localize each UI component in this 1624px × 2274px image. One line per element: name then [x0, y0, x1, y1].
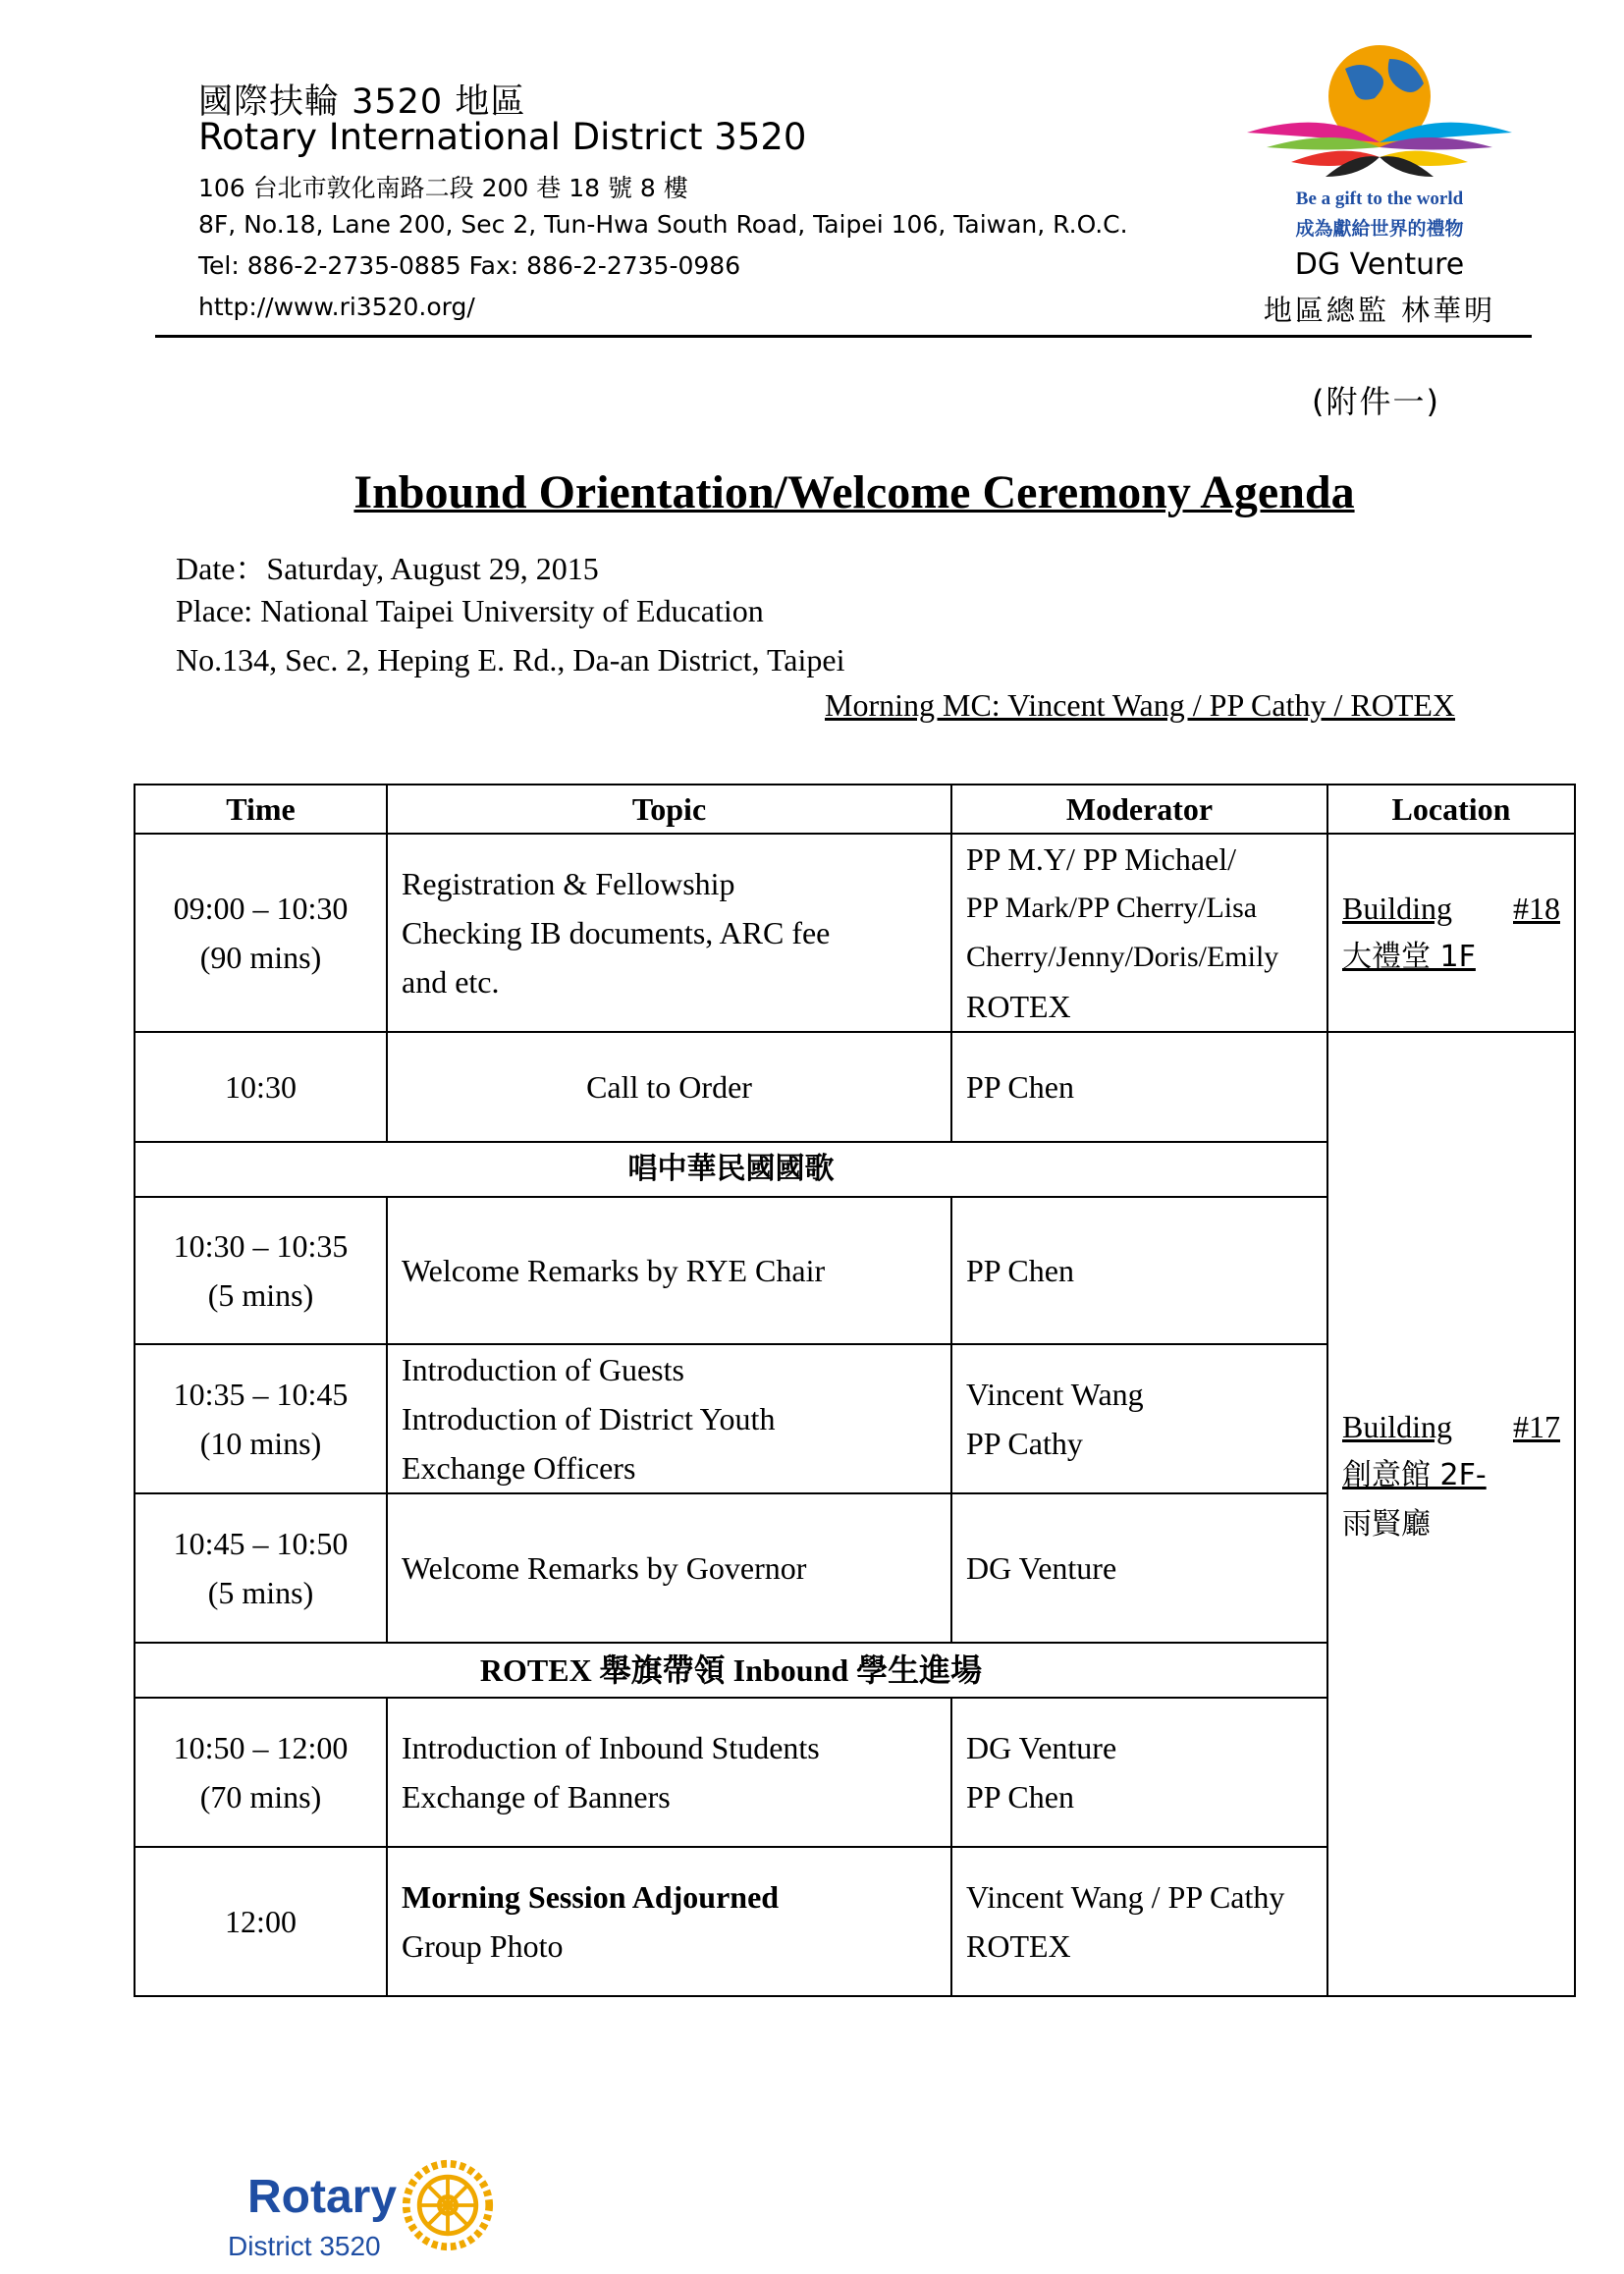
attachment-label: (附件一): [1312, 383, 1440, 420]
duration: (10 mins): [199, 1426, 322, 1461]
time-cell: [135, 1197, 387, 1344]
topic-line: Checking IB documents, ARC fee: [402, 915, 831, 950]
time-cell: [135, 1698, 387, 1847]
location-room: 創意館 2F-: [1342, 1458, 1487, 1492]
anthem-text: 唱中華民國國歌: [135, 1142, 1327, 1197]
dg-name-chinese: 地區總監 林華明: [1263, 294, 1496, 327]
moderator-line: Vincent Wang / PP Cathy: [966, 1879, 1285, 1915]
moderator-line: ROTEX: [966, 989, 1071, 1024]
gift-to-world-logo: [1247, 39, 1512, 211]
moderator-line: PP M.Y/ PP Michael/: [966, 841, 1236, 877]
table-row: [135, 834, 1575, 1032]
building-label: Building: [1342, 891, 1453, 926]
title-text: Inbound Orientation/Welcome Ceremony Agenda: [353, 466, 1355, 518]
logo-tagline-chinese: 成為獻給世界的禮物: [1295, 218, 1464, 240]
rotary-wheel-icon: [401, 2158, 495, 2252]
topic-line: Introduction of Inbound Students: [402, 1730, 820, 1765]
moderator-line: PP Mark/PP Cherry/Lisa: [966, 892, 1258, 924]
rotary-district: District 3520: [228, 2231, 381, 2261]
topic-cell: [387, 834, 951, 1032]
rotary-brand: Rotary: [247, 2171, 398, 2223]
event-date: Date：Saturday, August 29, 2015: [176, 551, 599, 586]
moderator-cell: [951, 1698, 1327, 1847]
topic-line: and etc.: [402, 964, 500, 1000]
moderator-line: PP Cathy: [966, 1426, 1083, 1461]
table-row: [135, 1032, 1575, 1142]
location-building: [1342, 884, 1560, 933]
address-chinese: 106 台北市敦化南路二段 200 巷 18 號 8 樓: [198, 174, 688, 202]
page-title: [0, 465, 1624, 519]
topic-line: Registration & Fellowship: [402, 866, 735, 901]
duration: (5 mins): [207, 1575, 314, 1610]
topic-line: Introduction of District Youth: [402, 1401, 776, 1436]
moderator-line: PP Chen: [966, 1779, 1074, 1814]
time-range: 10:30 – 10:35: [173, 1228, 349, 1264]
website-link[interactable]: http://www.ri3520.org/: [198, 293, 475, 321]
header-time: Time: [135, 785, 387, 834]
header-topic: Topic: [387, 785, 951, 834]
location-hall: 雨賢廳: [1342, 1507, 1431, 1542]
time-cell: [135, 834, 387, 1032]
header-divider: [155, 335, 1532, 338]
org-name-english: Rotary International District 3520: [198, 116, 807, 158]
dg-name: DG Venture: [1294, 247, 1465, 282]
address-english: 8F, No.18, Lane 200, Sec 2, Tun-Hwa South Road, Taipei 106, Taiwan, R.O.C.: [198, 210, 1128, 239]
building-number: #17: [1513, 1409, 1560, 1444]
time-cell: [135, 1344, 387, 1493]
topic-cell: [387, 1344, 951, 1493]
topic-line: Exchange of Banners: [402, 1779, 671, 1814]
time-range: 09:00 – 10:30: [173, 891, 349, 926]
moderator-cell: [951, 1344, 1327, 1493]
location-building: [1342, 1402, 1560, 1451]
topic-line: Morning Session Adjourned: [402, 1879, 780, 1915]
moderator-cell: DG Venture: [951, 1493, 1327, 1643]
topic-cell: [387, 1847, 951, 1996]
topic-cell: Welcome Remarks by Governor: [387, 1493, 951, 1643]
time-cell: 10:30: [135, 1032, 387, 1142]
topic-line: Group Photo: [402, 1928, 564, 1964]
building-label: Building: [1342, 1409, 1453, 1444]
moderator-line: ROTEX: [966, 1928, 1071, 1964]
header-location: Location: [1327, 785, 1575, 834]
org-name-chinese: 國際扶輪 3520 地區: [198, 82, 526, 122]
event-address: No.134, Sec. 2, Heping E. Rd., Da-an District, Taipei: [176, 642, 845, 677]
location-cell: [1327, 834, 1575, 1032]
moderator-line: Vincent Wang: [966, 1377, 1144, 1412]
table-header-row: [135, 785, 1575, 834]
topic-line: Introduction of Guests: [402, 1352, 684, 1387]
topic-cell: Call to Order: [387, 1032, 951, 1142]
logo-tagline-english: Be a gift to the world: [1295, 189, 1464, 209]
duration: (90 mins): [199, 940, 322, 975]
topic-line: Exchange Officers: [402, 1450, 636, 1486]
moderator-cell: PP Chen: [951, 1032, 1327, 1142]
time-cell: [135, 1493, 387, 1643]
time-range: 10:45 – 10:50: [173, 1526, 349, 1561]
topic-cell: [387, 1698, 951, 1847]
morning-mc: Morning MC: Vincent Wang / PP Cathy / ROTEX: [825, 687, 1456, 723]
duration: (70 mins): [199, 1779, 322, 1814]
topic-cell: Welcome Remarks by RYE Chair: [387, 1197, 951, 1344]
building-number: #18: [1513, 891, 1560, 926]
moderator-line: DG Venture: [966, 1730, 1117, 1765]
location-cell: [1327, 1032, 1575, 1996]
moderator-cell: [951, 1847, 1327, 1996]
duration: (5 mins): [207, 1277, 314, 1313]
contact-info: Tel: 886-2-2735-0885 Fax: 886-2-2735-0986: [198, 251, 741, 280]
moderator-cell: PP Chen: [951, 1197, 1327, 1344]
moderator-cell: [951, 834, 1327, 1032]
location-room: 大禮堂 1F: [1342, 940, 1476, 974]
time-range: 10:35 – 10:45: [173, 1377, 349, 1412]
header-moderator: Moderator: [951, 785, 1327, 834]
event-place: Place: National Taipei University of Education: [176, 593, 764, 628]
agenda-table: [134, 784, 1576, 1997]
flag-text: ROTEX 舉旗帶領 Inbound 學生進場: [135, 1643, 1327, 1698]
time-range: 10:50 – 12:00: [173, 1730, 349, 1765]
time-cell: 12:00: [135, 1847, 387, 1996]
moderator-line: Cherry/Jenny/Doris/Emily: [966, 941, 1279, 973]
